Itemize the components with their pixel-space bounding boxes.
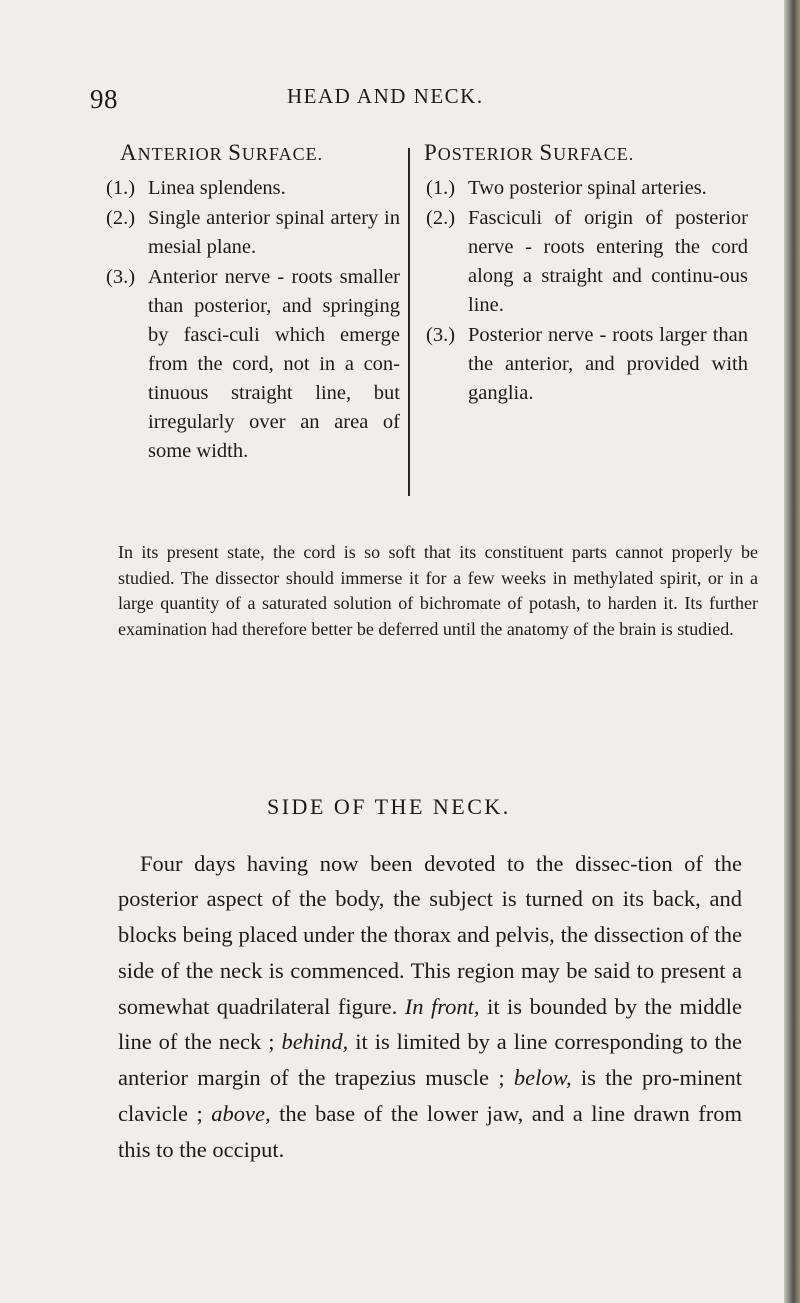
page-binding-edge [784, 0, 800, 1303]
emphasis-in-front: In front, [404, 993, 480, 1019]
running-title: HEAD AND NECK. [287, 84, 484, 108]
item-text: Anterior nerve - roots smaller than posterior, and springing by fasci-culi which emerge from the cord, not in a con-tinuous straight line, but irregularly over an area of some width. [148, 266, 400, 462]
posterior-item-1 [428, 174, 748, 203]
item-text: Fasciculi of origin of posterior nerve - roots entering the cord along a straight and continu-ous line. [468, 207, 748, 316]
item-text: Single anterior spinal artery in mesial plane. [148, 207, 400, 258]
item-number: (1.) [426, 177, 456, 199]
emphasis-above: above, [211, 1101, 271, 1127]
posterior-surface-heading: POSTERIOR SURFACE. [424, 140, 635, 165]
cord-preservation-paragraph: In its present state, the cord is so soft that its constituent parts cannot properly be studied. The dissector should immerse it for a few weeks in methylated spirit, or in a large quantity of a saturated solution of bichromate of potash, to harden it. Its further examination had therefore better be deferred until the anatomy of the brain is studied. [118, 542, 758, 639]
item-number: (3.) [426, 324, 456, 346]
emphasis-behind: behind, [281, 1029, 349, 1055]
column-divider [408, 148, 410, 496]
anterior-surface-heading: ANTERIOR SURFACE. [120, 140, 324, 165]
side-of-neck-paragraph: Four days having now been devoted to the dissec-tion of the posterior aspect of the body, the subject is turned on its back, and blocks being placed under the thorax and pelvis, the dissection of the side of the neck is commenced. This region may be said to present a somewhat quadrilateral figure. In front, it is bounded by the middle line of the neck ; behind, it is limited by a line corresponding to the anterior margin of the trapezius muscle ; below, is the pro-minent clavicle ; above, the base of the lower jaw, and a line drawn from this to the occiput. [118, 850, 743, 1162]
page-number: 98 [90, 84, 118, 114]
posterior-surface-column [424, 140, 748, 409]
item-number: (2.) [426, 207, 456, 229]
posterior-item-2 [428, 204, 748, 320]
anterior-item-3 [106, 263, 400, 466]
item-text: Posterior nerve - roots larger than the anterior, and provided with ganglia. [468, 324, 748, 404]
emphasis-below: below, [513, 1065, 572, 1091]
item-number: (1.) [106, 177, 136, 199]
posterior-item-3 [428, 321, 748, 408]
item-number: (2.) [106, 207, 136, 229]
item-number: (3.) [106, 266, 136, 288]
anterior-item-1 [106, 174, 400, 203]
anterior-item-2 [106, 204, 400, 262]
anterior-surface-column [106, 140, 400, 467]
item-text: Linea splendens. [148, 177, 286, 199]
section-title: SIDE OF THE NECK. [267, 794, 511, 820]
item-text: Two posterior spinal arteries. [468, 177, 707, 199]
